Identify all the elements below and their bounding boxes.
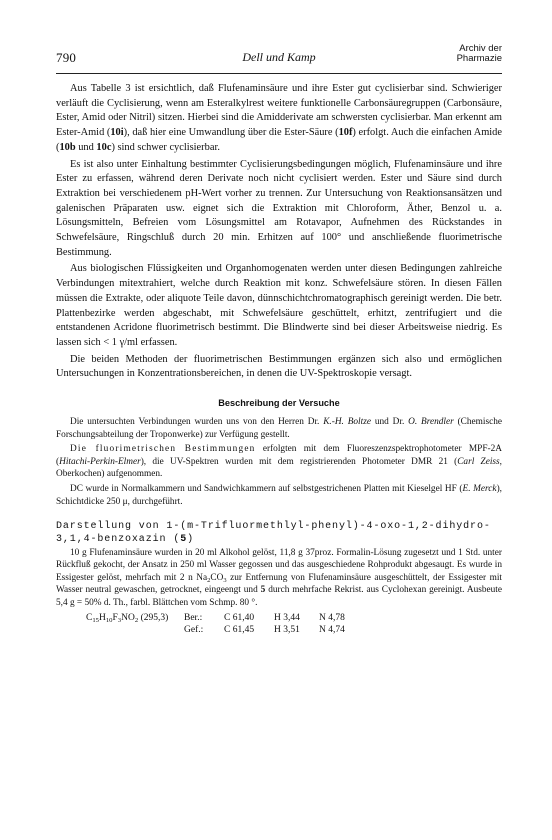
paragraph-text: ), Schichtdicke 250 μ, durchgeführt.: [56, 484, 502, 507]
formula-part: (295,3): [138, 612, 169, 623]
analysis-nitrogen: N 4,78: [319, 612, 345, 623]
journal-name-line-2: Pharmazie: [456, 53, 502, 64]
paragraph-biological: Aus biologischen Flüssigkeiten und Organhomogenaten werden unter diesen Bedingungen zahlreiche Verbindungen mitextrahiert, welche durch Reaktion mit konz. Schwefelsäure stören. In diesen Fällen müssen die Extrakte, oder aliquote Teile davon, dünnschichtchromatographisch gereinigt werden. Die betr. Plattenbezirke werden abgeschabt, mit Schwefelsäure geschüttelt, erhitzt, zentrifugiert und die entstandenen Acridone fluorimetrisch bestimmt. Die Blindwerte sind bei dieser Arbeitsweise niedrig. Es lassen sich < 1 γ/ml erfassen.: [56, 263, 502, 348]
analysis-hydrogen: H 3,51: [274, 625, 300, 636]
paragraph-text: CO: [210, 572, 224, 583]
elemental-analysis: [56, 612, 502, 637]
analysis-carbon: C 61,40: [224, 612, 255, 623]
preparation-title-end: ): [187, 534, 195, 546]
molecular-formula: [56, 612, 184, 625]
formula-part: NO: [121, 612, 135, 623]
subscript: 2: [207, 576, 211, 584]
manufacturer-name: Carl Zeiss: [457, 456, 500, 467]
compound-ref: 10f: [338, 127, 353, 139]
running-title: Dell und Kamp: [242, 50, 316, 64]
paragraph-text: ) erfolgt. Auch die einfachen Amide (: [56, 127, 502, 153]
spaced-term: Die fluorimetrischen Bestimmungen: [70, 444, 256, 455]
manufacturer-name: E. Merck: [462, 484, 497, 495]
person-name: O. Brendler: [408, 417, 454, 428]
header-rule: [56, 73, 502, 74]
journal-name-line-1: Archiv der: [459, 43, 502, 54]
paragraph-text: ), daß hier eine Umwandlung über die Ester-Säure (: [123, 127, 339, 139]
manufacturer-name: Hitachi-Perkin-Elmer: [59, 456, 141, 467]
paragraph-text: Aus Tabelle 3 ist ersichtlich, daß Flufenaminsäure und ihre Ester gut cyclisierbar sind. Schwieriger verläuft die Cyclisierung, wenn am Esteralkylrest weitere funktionelle Carbonsäuregruppen (Carbonsäure, Ester, Amid oder Nitril) sitzen. Hierbei sind die Amidderivate am schwersten cyclisierbar. Man erkennt am Ester-Amid (: [56, 83, 502, 139]
paragraph-preparation: [56, 547, 502, 610]
preparation-title: Darstellung von 1-(m-Trifluormethlyl-phenyl)-4-oxo-1,2-dihydro-3,1,4-benzoxazin (: [56, 521, 491, 546]
compound-ref: 10i: [110, 127, 124, 139]
formula-subscript: 2: [134, 616, 139, 624]
formula-subscript: 10: [105, 616, 113, 624]
paragraph-text: DC wurde in Normalkammern und Sandwichkammern auf selbstgestrichenen Platten mit Kieselgel HF (: [70, 484, 463, 495]
paragraph-cyclisation: [56, 82, 502, 156]
analysis-hydrogen: H 3,44: [274, 612, 300, 623]
formula-part: H: [98, 612, 106, 623]
analysis-row-found: [56, 624, 502, 637]
subscript: 3: [223, 576, 227, 584]
formula-subscript: 15: [92, 616, 99, 624]
paragraph-tlc: [56, 483, 502, 508]
compound-ref: 5: [260, 585, 266, 596]
paragraph-compounds-source: [56, 416, 502, 441]
section-heading: Beschreibung der Versuche: [218, 398, 340, 409]
paragraph-text: und Dr.: [370, 417, 409, 428]
paragraph-summary: Die beiden Methoden der fluorimetrischen Bestimmungen ergänzen sich also und ermöglichen Untersuchungen in Konzentrationsbereichen, in denen die UV-Spektroskopie versagt.: [56, 353, 502, 380]
paragraph-text: durch mehrfache Rekrist. aus Cyclohexan gereinigt. Ausbeute 5,4 g = 50% d. Th., farbl. Blättchen vom Schmp. 80 °.: [56, 585, 503, 608]
paragraph-text: ) sind schwer cyclisierbar.: [111, 141, 220, 153]
analysis-carbon: C 61,45: [224, 625, 255, 636]
paragraph-text: , Oberkochen) aufgenommen.: [56, 456, 502, 480]
page-header: [56, 44, 502, 72]
compound-ref: 10b: [59, 141, 76, 153]
paragraph-text: Die untersuchten Verbindungen wurden uns von den Herren Dr.: [70, 417, 324, 428]
formula-spacer: [56, 624, 184, 637]
paragraph-text: zur Entfernung von Flufenaminsäure ausgeschüttelt, der Essigester mit Wasser neutral gewaschen, getrocknet, eingeengt und: [56, 572, 502, 596]
paragraph-text: und: [75, 141, 97, 153]
compound-ref: 5: [180, 534, 188, 546]
analysis-nitrogen: N 4,74: [319, 625, 345, 636]
analysis-row-calculated: [56, 612, 502, 625]
formula-subscript: 3: [117, 616, 122, 624]
compound-ref: 10c: [96, 141, 112, 153]
paragraph-text: erfolgten mit dem Fluoreszenzspektrophotometer MPF-2A (: [56, 444, 502, 467]
journal-name: [457, 44, 502, 64]
person-name: K.-H. Boltze: [323, 417, 371, 428]
paragraph-instruments: [56, 443, 502, 481]
analysis-label: Ber.:: [184, 612, 203, 623]
paragraph-text: (Chemische Forschungsabteilung der Troponwerke) zur Verfügung gestellt.: [56, 417, 502, 440]
article-body: [56, 82, 502, 637]
preparation-heading: [56, 520, 502, 546]
analysis-label: Gef.:: [184, 625, 204, 636]
paragraph-extraction: Es ist also unter Einhaltung bestimmter Cyclisierungsbedingungen möglich, Flufenaminsäure und ihre Ester zu erfassen, während deren Derivate noch nicht cyclisiert werden. Ester und Säure sind durch Extraktion bei verschiedenem pH-Wert vorher zu trennen. Zur Untersuchung von Reaktionsansätzen und galenischen Präparaten usw. eignet sich die Extraktion mit Chloroform, Äther, Benzol u. a. Lösungsmitteln, Befreien vom Lösungsmittel am Rotavapor, Aufnehmen des Rückstandes in Schwefelsäure, Ringschluß durch 20 min. Erhitzen auf 100° und anschließende fluorimetrische Bestimmung.: [56, 158, 502, 258]
page-number: 790: [56, 50, 77, 65]
paragraph-text: 10 g Flufenaminsäure wurden in 20 ml Alkohol gelöst, 11,8 g 37proz. Formalin-Lösung zugesetzt und 1 Std. unter Rückfluß gekocht, der Ansatz in 250 ml Wasser gegossen und das ausgeschiedene Rohprodukt abgesaugt. Es wurde in Essigester gelöst, mehrfach mit 2 n Na: [56, 547, 502, 583]
formula-part: F: [112, 612, 118, 623]
formula-part: C: [86, 612, 93, 623]
paragraph-text: ), die UV-Spektren wurden mit dem registrierenden Photometer DMR 21 (: [140, 456, 458, 467]
